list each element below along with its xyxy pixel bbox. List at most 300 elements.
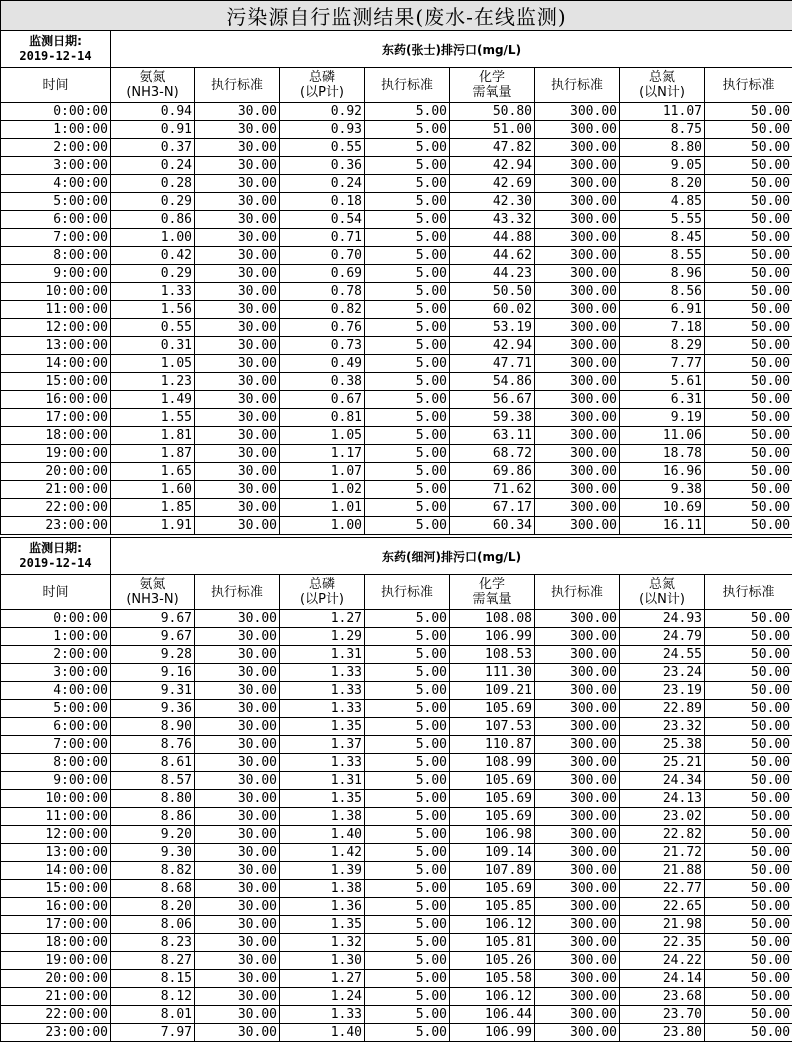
cell-time: 13:00:00 [1,844,111,862]
table-row [1,862,792,880]
cell-chemical-oxygen-demand: 108.53 [450,646,535,664]
cell-chemical-oxygen-demand: 59.38 [450,409,535,427]
cell-time: 7:00:00 [1,736,111,754]
cell-total-phosphorus: 1.42 [280,844,365,862]
cell-ammonia-nitrogen: 9.30 [111,844,195,862]
cell-ammonia-nitrogen: 1.81 [111,427,195,445]
column-header-line1: 执行标准 [722,584,775,600]
column-header-line2: (以N计) [639,592,685,607]
table-row [1,211,792,229]
cell-cod-standard: 300.00 [535,175,620,193]
cell-nitrogen-standard: 50.00 [705,229,792,247]
cell-nitrogen-standard: 50.00 [705,970,792,988]
table-row [1,229,792,247]
cell-chemical-oxygen-demand: 105.26 [450,952,535,970]
column-header-total-nitrogen [620,68,705,103]
cell-total-phosphorus: 1.36 [280,898,365,916]
cell-total-phosphorus: 0.92 [280,103,365,121]
cell-ammonia-standard: 30.00 [195,772,280,790]
cell-ammonia-standard: 30.00 [195,1024,280,1042]
cell-phosphorus-standard: 5.00 [365,1006,450,1024]
cell-ammonia-nitrogen: 1.60 [111,481,195,499]
column-header-total-phosphorus [280,575,365,610]
cell-chemical-oxygen-demand: 44.62 [450,247,535,265]
table-row [1,481,792,499]
cell-nitrogen-standard: 50.00 [705,1024,792,1042]
cell-phosphorus-standard: 5.00 [365,391,450,409]
table-row [1,1024,792,1042]
cell-ammonia-standard: 30.00 [195,862,280,880]
column-header-cod-standard [535,68,620,103]
cell-ammonia-standard: 30.00 [195,103,280,121]
cell-phosphorus-standard: 5.00 [365,718,450,736]
date-value: 2019-12-14 [19,556,92,570]
cell-total-nitrogen: 21.72 [620,844,705,862]
cell-time: 16:00:00 [1,898,111,916]
cell-chemical-oxygen-demand: 47.71 [450,355,535,373]
table-row [1,175,792,193]
table-row [1,646,792,664]
cell-cod-standard: 300.00 [535,229,620,247]
cell-ammonia-standard: 30.00 [195,970,280,988]
table-row [1,355,792,373]
column-header-total-nitrogen [620,575,705,610]
cell-total-nitrogen: 16.96 [620,463,705,481]
cell-phosphorus-standard: 5.00 [365,808,450,826]
cell-nitrogen-standard: 50.00 [705,862,792,880]
cell-ammonia-standard: 30.00 [195,157,280,175]
cell-cod-standard: 300.00 [535,898,620,916]
cell-total-phosphorus: 1.17 [280,445,365,463]
cell-ammonia-nitrogen: 8.90 [111,718,195,736]
cell-ammonia-standard: 30.00 [195,481,280,499]
cell-ammonia-nitrogen: 8.12 [111,988,195,1006]
cell-chemical-oxygen-demand: 109.21 [450,682,535,700]
cell-nitrogen-standard: 50.00 [705,337,792,355]
cell-cod-standard: 300.00 [535,355,620,373]
cell-time: 5:00:00 [1,700,111,718]
cell-time: 17:00:00 [1,916,111,934]
cell-time: 18:00:00 [1,427,111,445]
column-header-line2: (以P计) [300,85,344,100]
cell-ammonia-nitrogen: 8.76 [111,736,195,754]
table-row [1,193,792,211]
cell-total-nitrogen: 9.19 [620,409,705,427]
cell-total-phosphorus: 1.02 [280,481,365,499]
cell-nitrogen-standard: 50.00 [705,934,792,952]
table-row [1,790,792,808]
column-header-cod-standard [535,575,620,610]
cell-cod-standard: 300.00 [535,391,620,409]
cell-nitrogen-standard: 50.00 [705,988,792,1006]
cell-cod-standard: 300.00 [535,517,620,535]
column-header-line1: 时间 [42,584,69,600]
cell-total-phosphorus: 0.24 [280,175,365,193]
cell-time: 6:00:00 [1,211,111,229]
table-row [1,463,792,481]
cell-nitrogen-standard: 50.00 [705,211,792,229]
cell-time: 5:00:00 [1,193,111,211]
cell-total-phosphorus: 1.29 [280,628,365,646]
table-row [1,988,792,1006]
cell-chemical-oxygen-demand: 47.82 [450,139,535,157]
cell-ammonia-standard: 30.00 [195,319,280,337]
column-header-line1: 执行标准 [210,584,263,600]
cell-ammonia-standard: 30.00 [195,988,280,1006]
cell-nitrogen-standard: 50.00 [705,175,792,193]
column-header-line1: 执行标准 [722,77,775,93]
cell-cod-standard: 300.00 [535,463,620,481]
table-row [1,265,792,283]
cell-nitrogen-standard: 50.00 [705,301,792,319]
cell-phosphorus-standard: 5.00 [365,193,450,211]
cell-phosphorus-standard: 5.00 [365,1024,450,1042]
cell-ammonia-nitrogen: 1.33 [111,283,195,301]
cell-nitrogen-standard: 50.00 [705,844,792,862]
table-row [1,844,792,862]
cell-phosphorus-standard: 5.00 [365,772,450,790]
table-row [1,952,792,970]
column-header-line1: 执行标准 [210,77,263,93]
cell-ammonia-standard: 30.00 [195,337,280,355]
cell-cod-standard: 300.00 [535,808,620,826]
table-row [1,826,792,844]
cell-total-phosphorus: 1.40 [280,826,365,844]
monitoring-table-xihe [0,537,792,1042]
table-row [1,718,792,736]
cell-cod-standard: 300.00 [535,952,620,970]
cell-phosphorus-standard: 5.00 [365,754,450,772]
column-header-line1: 执行标准 [380,584,433,600]
cell-cod-standard: 300.00 [535,682,620,700]
cell-phosphorus-standard: 5.00 [365,700,450,718]
cell-total-nitrogen: 10.69 [620,499,705,517]
cell-phosphorus-standard: 5.00 [365,682,450,700]
cell-total-phosphorus: 0.70 [280,247,365,265]
cell-ammonia-nitrogen: 8.80 [111,790,195,808]
cell-chemical-oxygen-demand: 105.69 [450,790,535,808]
cell-ammonia-standard: 30.00 [195,916,280,934]
cell-cod-standard: 300.00 [535,499,620,517]
cell-total-phosphorus: 0.76 [280,319,365,337]
cell-time: 1:00:00 [1,121,111,139]
cell-total-nitrogen: 8.80 [620,139,705,157]
cell-nitrogen-standard: 50.00 [705,139,792,157]
cell-ammonia-nitrogen: 8.23 [111,934,195,952]
cell-cod-standard: 300.00 [535,1006,620,1024]
cell-cod-standard: 300.00 [535,283,620,301]
cell-time: 15:00:00 [1,373,111,391]
cell-ammonia-nitrogen: 1.23 [111,373,195,391]
cell-phosphorus-standard: 5.00 [365,646,450,664]
cell-time: 23:00:00 [1,1024,111,1042]
cell-time: 20:00:00 [1,463,111,481]
cell-total-phosphorus: 1.31 [280,646,365,664]
cell-ammonia-nitrogen: 0.28 [111,175,195,193]
cell-cod-standard: 300.00 [535,337,620,355]
cell-total-phosphorus: 0.93 [280,121,365,139]
cell-chemical-oxygen-demand: 44.88 [450,229,535,247]
date-value: 2019-12-14 [19,49,92,63]
cell-ammonia-standard: 30.00 [195,445,280,463]
cell-ammonia-nitrogen: 9.16 [111,664,195,682]
date-label: 监测日期: [29,541,82,555]
cell-ammonia-standard: 30.00 [195,211,280,229]
column-header-time [1,68,111,103]
cell-ammonia-standard: 30.00 [195,463,280,481]
monitoring-date [1,31,111,68]
cell-cod-standard: 300.00 [535,880,620,898]
table-row [1,916,792,934]
cell-phosphorus-standard: 5.00 [365,265,450,283]
cell-cod-standard: 300.00 [535,610,620,628]
cell-nitrogen-standard: 50.00 [705,193,792,211]
cell-phosphorus-standard: 5.00 [365,319,450,337]
cell-time: 9:00:00 [1,265,111,283]
column-header-line2: (NH3-N) [126,592,179,607]
cell-total-nitrogen: 24.14 [620,970,705,988]
cell-ammonia-standard: 30.00 [195,355,280,373]
table-row [1,301,792,319]
table-row [1,373,792,391]
cell-ammonia-nitrogen: 0.42 [111,247,195,265]
cell-ammonia-standard: 30.00 [195,1006,280,1024]
table-row [1,934,792,952]
cell-total-nitrogen: 25.21 [620,754,705,772]
cell-ammonia-standard: 30.00 [195,391,280,409]
cell-total-nitrogen: 8.75 [620,121,705,139]
cell-ammonia-nitrogen: 0.86 [111,211,195,229]
cell-ammonia-nitrogen: 1.91 [111,517,195,535]
column-header-ammonia-standard [195,68,280,103]
cell-nitrogen-standard: 50.00 [705,772,792,790]
cell-ammonia-standard: 30.00 [195,898,280,916]
cell-total-nitrogen: 22.77 [620,880,705,898]
cell-chemical-oxygen-demand: 108.08 [450,610,535,628]
cell-ammonia-standard: 30.00 [195,934,280,952]
cell-time: 19:00:00 [1,952,111,970]
cell-nitrogen-standard: 50.00 [705,700,792,718]
column-header-chemical-oxygen-demand [450,575,535,610]
cell-nitrogen-standard: 50.00 [705,463,792,481]
cell-nitrogen-standard: 50.00 [705,391,792,409]
cell-cod-standard: 300.00 [535,718,620,736]
cell-cod-standard: 300.00 [535,700,620,718]
cell-phosphorus-standard: 5.00 [365,898,450,916]
cell-ammonia-nitrogen: 0.94 [111,103,195,121]
cell-total-nitrogen: 25.38 [620,736,705,754]
cell-total-phosphorus: 0.67 [280,391,365,409]
cell-cod-standard: 300.00 [535,772,620,790]
cell-total-phosphorus: 0.71 [280,229,365,247]
cell-total-phosphorus: 0.54 [280,211,365,229]
cell-ammonia-nitrogen: 1.49 [111,391,195,409]
cell-phosphorus-standard: 5.00 [365,355,450,373]
monitoring-date [1,538,111,575]
cell-nitrogen-standard: 50.00 [705,427,792,445]
cell-ammonia-standard: 30.00 [195,790,280,808]
cell-phosphorus-standard: 5.00 [365,121,450,139]
cell-total-phosphorus: 1.05 [280,427,365,445]
cell-total-phosphorus: 1.35 [280,916,365,934]
cell-total-phosphorus: 1.27 [280,970,365,988]
cell-ammonia-standard: 30.00 [195,718,280,736]
cell-total-phosphorus: 1.33 [280,754,365,772]
cell-phosphorus-standard: 5.00 [365,916,450,934]
cell-cod-standard: 300.00 [535,862,620,880]
cell-nitrogen-standard: 50.00 [705,409,792,427]
cell-cod-standard: 300.00 [535,646,620,664]
cell-time: 22:00:00 [1,499,111,517]
cell-phosphorus-standard: 5.00 [365,628,450,646]
table-row [1,772,792,790]
cell-time: 20:00:00 [1,970,111,988]
cell-chemical-oxygen-demand: 68.72 [450,445,535,463]
cell-phosphorus-standard: 5.00 [365,517,450,535]
cell-nitrogen-standard: 50.00 [705,610,792,628]
column-header-line2: 需氧量 [472,592,512,607]
cell-time: 14:00:00 [1,355,111,373]
cell-time: 10:00:00 [1,283,111,301]
cell-phosphorus-standard: 5.00 [365,664,450,682]
cell-cod-standard: 300.00 [535,736,620,754]
cell-nitrogen-standard: 50.00 [705,319,792,337]
cell-time: 1:00:00 [1,628,111,646]
cell-total-nitrogen: 8.29 [620,337,705,355]
cell-cod-standard: 300.00 [535,193,620,211]
cell-ammonia-nitrogen: 1.55 [111,409,195,427]
cell-ammonia-standard: 30.00 [195,121,280,139]
cell-time: 12:00:00 [1,826,111,844]
cell-cod-standard: 300.00 [535,790,620,808]
table-row [1,337,792,355]
cell-ammonia-standard: 30.00 [195,139,280,157]
cell-time: 17:00:00 [1,409,111,427]
cell-ammonia-standard: 30.00 [195,646,280,664]
cell-chemical-oxygen-demand: 111.30 [450,664,535,682]
cell-nitrogen-standard: 50.00 [705,718,792,736]
cell-ammonia-nitrogen: 9.36 [111,700,195,718]
cell-phosphorus-standard: 5.00 [365,790,450,808]
cell-ammonia-standard: 30.00 [195,682,280,700]
column-header-ammonia-nitrogen [111,68,195,103]
column-header-line2: 需氧量 [472,85,512,100]
cell-total-phosphorus: 0.55 [280,139,365,157]
table-row [1,409,792,427]
cell-ammonia-standard: 30.00 [195,175,280,193]
table-row [1,103,792,121]
cell-ammonia-nitrogen: 8.01 [111,1006,195,1024]
column-header-line1: 氨氮 [139,577,166,592]
table-row [1,121,792,139]
cell-phosphorus-standard: 5.00 [365,157,450,175]
cell-total-nitrogen: 18.78 [620,445,705,463]
cell-total-phosphorus: 1.01 [280,499,365,517]
cell-time: 8:00:00 [1,247,111,265]
column-header-phosphorus-standard [365,575,450,610]
cell-ammonia-standard: 30.00 [195,283,280,301]
cell-total-nitrogen: 24.34 [620,772,705,790]
cell-ammonia-nitrogen: 9.31 [111,682,195,700]
cell-time: 2:00:00 [1,646,111,664]
cell-ammonia-nitrogen: 8.86 [111,808,195,826]
cell-nitrogen-standard: 50.00 [705,499,792,517]
cell-ammonia-nitrogen: 0.24 [111,157,195,175]
cell-nitrogen-standard: 50.00 [705,790,792,808]
cell-chemical-oxygen-demand: 53.19 [450,319,535,337]
table-row [1,628,792,646]
cell-total-phosphorus: 1.27 [280,610,365,628]
cell-nitrogen-standard: 50.00 [705,121,792,139]
cell-chemical-oxygen-demand: 60.02 [450,301,535,319]
cell-ammonia-standard: 30.00 [195,373,280,391]
cell-chemical-oxygen-demand: 43.32 [450,211,535,229]
outlet-name: 东药(张士)排污口(mg/L) [111,31,792,68]
cell-total-nitrogen: 24.13 [620,790,705,808]
cell-total-phosphorus: 0.81 [280,409,365,427]
column-header-row [1,575,792,610]
cell-total-nitrogen: 9.38 [620,481,705,499]
cell-chemical-oxygen-demand: 50.80 [450,103,535,121]
cell-ammonia-nitrogen: 9.67 [111,610,195,628]
cell-cod-standard: 300.00 [535,427,620,445]
cell-phosphorus-standard: 5.00 [365,736,450,754]
cell-total-nitrogen: 9.05 [620,157,705,175]
cell-total-phosphorus: 1.39 [280,862,365,880]
cell-ammonia-nitrogen: 1.87 [111,445,195,463]
cell-total-phosphorus: 0.73 [280,337,365,355]
cell-cod-standard: 300.00 [535,664,620,682]
column-header-nitrogen-standard [705,68,792,103]
table-row [1,898,792,916]
cell-ammonia-nitrogen: 9.28 [111,646,195,664]
cell-chemical-oxygen-demand: 106.44 [450,1006,535,1024]
table-row [1,754,792,772]
cell-time: 8:00:00 [1,754,111,772]
cell-total-nitrogen: 6.31 [620,391,705,409]
cell-phosphorus-standard: 5.00 [365,301,450,319]
cell-total-nitrogen: 22.82 [620,826,705,844]
cell-time: 0:00:00 [1,610,111,628]
cell-chemical-oxygen-demand: 105.85 [450,898,535,916]
cell-ammonia-standard: 30.00 [195,826,280,844]
cell-time: 11:00:00 [1,301,111,319]
cell-cod-standard: 300.00 [535,409,620,427]
cell-ammonia-nitrogen: 0.55 [111,319,195,337]
cell-nitrogen-standard: 50.00 [705,445,792,463]
cell-chemical-oxygen-demand: 42.69 [450,175,535,193]
cell-chemical-oxygen-demand: 105.81 [450,934,535,952]
cell-total-nitrogen: 7.77 [620,355,705,373]
column-header-line1: 总氮 [648,577,675,592]
cell-chemical-oxygen-demand: 106.12 [450,916,535,934]
cell-ammonia-nitrogen: 1.85 [111,499,195,517]
cell-phosphorus-standard: 5.00 [365,463,450,481]
cell-ammonia-standard: 30.00 [195,229,280,247]
cell-total-phosphorus: 0.38 [280,373,365,391]
cell-time: 2:00:00 [1,139,111,157]
cell-cod-standard: 300.00 [535,157,620,175]
table-row [1,682,792,700]
cell-phosphorus-standard: 5.00 [365,610,450,628]
cell-total-nitrogen: 16.11 [620,517,705,535]
cell-phosphorus-standard: 5.00 [365,139,450,157]
cell-chemical-oxygen-demand: 106.99 [450,628,535,646]
cell-nitrogen-standard: 50.00 [705,481,792,499]
cell-cod-standard: 300.00 [535,754,620,772]
cell-total-phosphorus: 1.35 [280,718,365,736]
table-row [1,880,792,898]
